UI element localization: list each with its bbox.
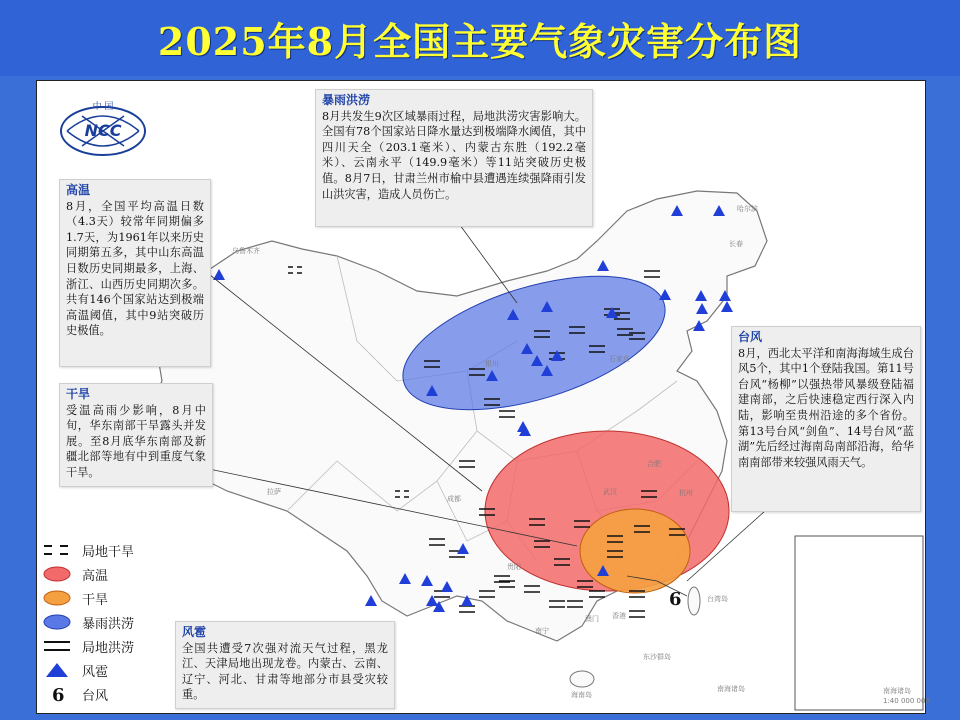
drought-title: 干旱: [66, 387, 91, 401]
legend-label: 台风: [82, 688, 109, 704]
rain-body: 8月共发生9次区域暴雨过程，局地洪涝灾害影响大。全国有78个国家站日降水量达到极端降水阈值，其中四川天全（203.1毫米）、内蒙古东胜（192.2毫米）、云南永平（149.9毫米）等11站突破历史极值。8月7日，甘肃兰州市榆中县遭遇连续强降雨引发山洪灾害，造成人员伤亡。: [322, 109, 586, 201]
logo-mark: NCC: [84, 121, 122, 140]
heat-box: [59, 179, 211, 367]
rain-title: 暴雨洪涝: [322, 93, 371, 107]
legend-label: 局地洪涝: [82, 640, 135, 656]
city-label: 长春: [729, 240, 743, 248]
typhoon-symbol: [42, 683, 72, 705]
heat-body: 8月，全国平均高温日数（4.3天）较常年同期偏多1.7天，为1961年以来历史同期第五多，其中山东高温日数历史同期最多，上海、浙江、山西历史同期次多。共有146个国家站达到极端高温阈值，其中9站突破历史极值。: [66, 199, 204, 338]
city-label: 银川: [485, 360, 499, 368]
city-label: 石家庄: [609, 355, 630, 363]
logo-top: 中 国: [92, 102, 114, 112]
local-flood-symbol: [42, 639, 72, 653]
inset-scale: 1:40 000 000: [883, 697, 930, 705]
legend-item-rainstorm: [42, 612, 135, 632]
typhoon-marker: 6: [669, 589, 682, 610]
city-label: 拉萨: [267, 488, 281, 496]
title-bar: [0, 0, 960, 76]
ncc-logo: [61, 100, 145, 155]
legend-label: 暴雨洪涝: [82, 616, 135, 632]
legend: [42, 540, 182, 710]
hail-box: [175, 621, 395, 709]
city-label: 澳门: [585, 615, 599, 623]
page-title: 2025年8月全国主要气象灾害分布图: [157, 18, 803, 64]
city-label: 贵阳: [507, 563, 521, 571]
hail-triangle-icon: [721, 301, 733, 312]
city-label: 南宁: [535, 627, 549, 635]
drought-zone: [580, 509, 690, 593]
legend-item-local-drought: [42, 540, 135, 560]
city-label: 海南岛: [571, 691, 592, 699]
hail-triangle-icon: [42, 661, 72, 679]
typhoon-glyph: 6: [52, 685, 65, 706]
local-drought-symbol: [42, 543, 72, 557]
legend-item-hail: [42, 660, 109, 680]
city-label: 乌鲁木齐: [232, 247, 260, 255]
city-label: 香港: [612, 612, 626, 620]
legend-item-typhoon: [42, 684, 109, 706]
south-sea-inset: [795, 536, 923, 710]
city-label: 成都: [447, 495, 461, 503]
city-label: 武汉: [603, 488, 617, 496]
drought-box: [59, 383, 213, 487]
city-label: 南海诸岛: [717, 685, 745, 693]
hail-triangle-icon: [365, 595, 377, 606]
drought-symbol: [42, 589, 72, 607]
city-label: 杭州: [679, 489, 693, 497]
legend-item-local-flood: [42, 636, 135, 656]
taiwan-island: [688, 587, 700, 615]
inset-label: 南海诸岛: [883, 687, 911, 695]
rain-box: [315, 89, 593, 227]
hainan-island: [570, 671, 594, 687]
typhoon-box: [731, 326, 921, 512]
rainstorm-symbol: [42, 613, 72, 631]
flood-marker: [629, 611, 645, 617]
flood-marker: [459, 606, 475, 612]
legend-label: 干旱: [82, 592, 109, 608]
hail-body: 全国共遭受7次强对流天气过程，黑龙江、天津局地出现龙卷。内蒙古、云南、辽宁、河北、甘肃等地部分市县受灾较重。: [182, 641, 388, 702]
hail-title: 风雹: [182, 625, 207, 639]
city-label: 台湾岛: [707, 595, 728, 603]
legend-item-heat: [42, 564, 109, 584]
city-label: 东沙群岛: [643, 653, 671, 661]
typhoon-body: 8月，西北太平洋和南海海域生成台风5个，其中1个登陆我国。第11号台风“杨柳”以强热带风暴级登陆福建南部，之后快速稳定西行深入内陆，影响至贵州沿途的多个省份。第13号台风“剑鱼”、14号台风“蓝湖”先后经过海南岛南部沿海，给华南南部带来较强风雨天气。: [738, 346, 914, 469]
typhoon-title: 台风: [738, 330, 763, 344]
city-label: 哈尔滨: [737, 205, 758, 213]
heat-symbol: [42, 565, 72, 583]
legend-label: 风雹: [82, 664, 109, 680]
legend-item-drought: [42, 588, 109, 608]
legend-label: 局地干旱: [82, 544, 135, 560]
city-label: 合肥: [647, 460, 661, 468]
drought-body: 受温高雨少影响，8月中旬，华东南部干旱露头并发展。至8月底华东南部及新疆北部等地有中到重度气象干旱。: [66, 403, 206, 479]
legend-label: 高温: [82, 568, 109, 584]
heat-title: 高温: [66, 183, 91, 197]
